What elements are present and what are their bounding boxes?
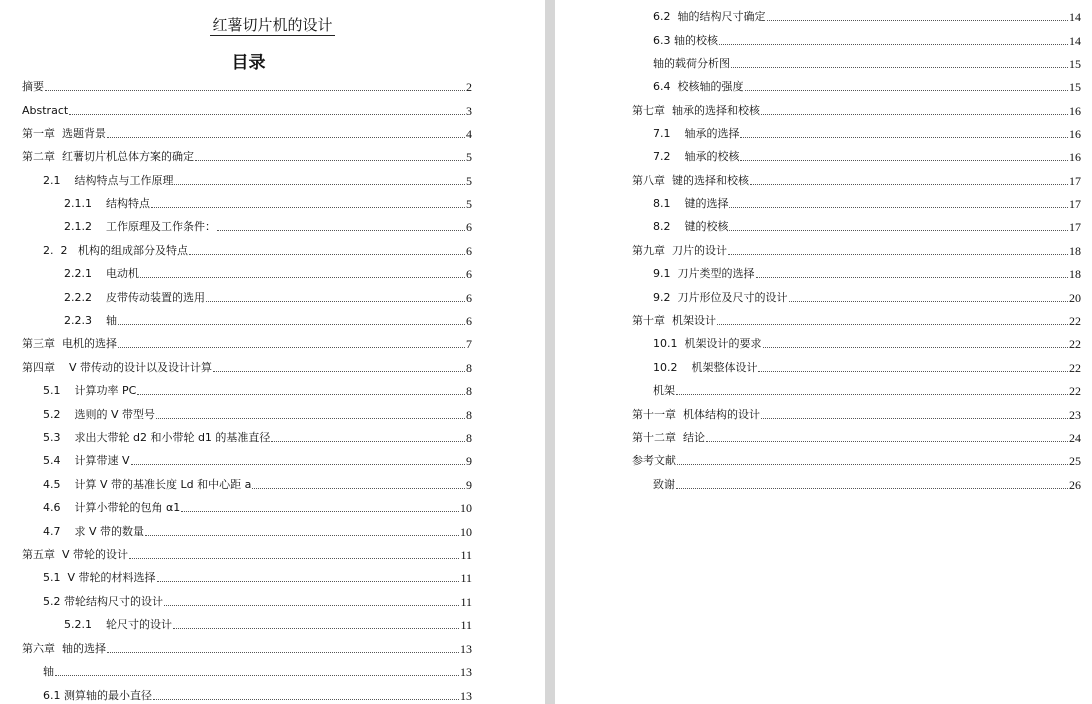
toc-entry-page-number: 2 <box>466 80 472 94</box>
toc-entry-page-number: 6 <box>466 267 472 281</box>
toc-entry[interactable] <box>653 474 1081 492</box>
toc-leader-dots <box>213 371 465 372</box>
toc-leader-dots <box>719 44 1068 45</box>
toc-entry[interactable] <box>64 216 472 234</box>
toc-leader-dots <box>69 114 465 115</box>
toc-entry-page-number: 8 <box>466 408 472 422</box>
toc-leader-dots <box>164 605 459 606</box>
toc-entry-page-number: 8 <box>466 361 472 375</box>
toc-entry-text: 5.1 V 带轮的材料选择 <box>43 571 156 584</box>
toc-entry-text: 5.1 计算功率 PC <box>43 384 137 397</box>
toc-entry-page-number: 4 <box>466 127 472 141</box>
toc-entry[interactable] <box>64 310 472 328</box>
toc-entry[interactable] <box>43 474 472 492</box>
toc-entry-page-number: 11 <box>460 618 472 632</box>
toc-leader-dots <box>151 207 465 208</box>
toc-entry-page-number: 6 <box>466 244 472 258</box>
toc-leader-dots <box>758 371 1068 372</box>
toc-entry[interactable] <box>43 567 472 585</box>
toc-leader-dots <box>107 652 459 653</box>
toc-entry[interactable] <box>43 380 472 398</box>
toc-entry-text: 5.2 带轮结构尺寸的设计 <box>43 595 163 608</box>
toc-leader-dots <box>677 464 1068 465</box>
toc-leader-dots <box>131 464 465 465</box>
toc-entry[interactable] <box>653 30 1081 48</box>
toc-entry-text: 参考文献 <box>632 454 676 467</box>
toc-leader-dots <box>195 160 465 161</box>
toc-entry-text: 第四章 V 带传动的设计以及设计计算 <box>22 361 213 374</box>
toc-leader-dots <box>676 488 1068 489</box>
toc-entry-text: 8.2 键的校核 <box>653 220 729 233</box>
toc-leader-dots <box>145 535 459 536</box>
toc-entry-page-number: 13 <box>460 689 472 703</box>
toc-entry-text: 6.3 轴的校核 <box>653 34 718 47</box>
toc-entry[interactable] <box>653 6 1081 24</box>
toc-leader-dots <box>118 324 465 325</box>
toc-entry[interactable] <box>632 170 1081 188</box>
toc-entry-text: 第九章 刀片的设计 <box>632 244 727 257</box>
toc-entry[interactable] <box>43 497 472 515</box>
toc-entry[interactable] <box>22 333 472 351</box>
toc-entry-text: 9.2 刀片形位及尺寸的设计 <box>653 291 788 304</box>
toc-leader-dots <box>728 254 1068 255</box>
toc-heading: 目录 <box>231 53 266 73</box>
document-title-line <box>0 14 545 35</box>
toc-leader-dots <box>676 394 1068 395</box>
toc-entry-text: 致谢 <box>653 478 675 491</box>
toc-entry[interactable] <box>64 193 472 211</box>
toc-leader-dots <box>140 277 465 278</box>
toc-leader-dots <box>767 20 1069 21</box>
toc-entry-page-number: 18 <box>1069 267 1081 281</box>
toc-entry[interactable] <box>22 123 472 141</box>
toc-entry-page-number: 14 <box>1069 34 1081 48</box>
toc-entry-page-number: 16 <box>1069 150 1081 164</box>
toc-entry[interactable] <box>632 240 1081 258</box>
toc-entry[interactable] <box>653 357 1081 375</box>
toc-entry-page-number: 24 <box>1069 431 1081 445</box>
toc-entry[interactable] <box>43 685 472 703</box>
toc-leader-dots <box>107 137 465 138</box>
toc-entry-page-number: 17 <box>1069 174 1081 188</box>
toc-entry-text: 7.2 轴承的校核 <box>653 150 740 163</box>
toc-entry-page-number: 17 <box>1069 197 1081 211</box>
toc-leader-dots <box>118 347 465 348</box>
toc-entry-text: 2.1.2 工作原理及工作条件： <box>64 220 216 233</box>
toc-entry-text: 2.2.2 皮带传动装置的选用 <box>64 291 205 304</box>
toc-entry[interactable] <box>653 287 1081 305</box>
toc-entry-page-number: 14 <box>1069 10 1081 24</box>
toc-entry-text: 8.1 键的选择 <box>653 197 729 210</box>
toc-entry-text: 第十一章 机体结构的设计 <box>632 408 760 421</box>
toc-entry-text: 机架 <box>653 384 675 397</box>
toc-entry-text: 第五章 V 带轮的设计 <box>22 548 129 561</box>
document-title: 红薯切片机的设计 <box>212 16 333 34</box>
toc-leader-dots <box>129 558 459 559</box>
toc-entry[interactable] <box>653 146 1081 164</box>
toc-entry[interactable] <box>632 450 1081 468</box>
toc-entry-page-number: 26 <box>1069 478 1081 492</box>
toc-entry[interactable] <box>43 521 472 539</box>
toc-entry-text: 摘要 <box>22 80 44 93</box>
toc-entry-page-number: 6 <box>466 291 472 305</box>
toc-leader-dots <box>217 230 465 231</box>
toc-entry-page-number: 17 <box>1069 220 1081 234</box>
toc-entry-page-number: 6 <box>466 314 472 328</box>
toc-entry[interactable] <box>653 216 1081 234</box>
toc-entry-text: 第六章 轴的选择 <box>22 642 106 655</box>
toc-entry[interactable] <box>653 380 1081 398</box>
toc-entry[interactable] <box>43 427 472 445</box>
toc-entry-text: 第二章 红薯切片机总体方案的确定 <box>22 150 194 163</box>
toc-entry-page-number: 9 <box>466 454 472 468</box>
toc-leader-dots <box>717 324 1068 325</box>
toc-leader-dots <box>756 277 1069 278</box>
toc-leader-dots <box>181 511 459 512</box>
toc-entry-text: 第三章 电机的选择 <box>22 337 117 350</box>
toc-entry[interactable] <box>43 450 472 468</box>
toc-leader-dots <box>252 488 465 489</box>
toc-entry-page-number: 9 <box>466 478 472 492</box>
toc-entry-page-number: 25 <box>1069 454 1081 468</box>
toc-entry[interactable] <box>653 333 1081 351</box>
toc-entry[interactable] <box>22 76 472 94</box>
toc-entry[interactable] <box>653 123 1081 141</box>
toc-leader-dots <box>55 675 459 676</box>
toc-entry-page-number: 22 <box>1069 361 1081 375</box>
toc-entry-text: 6.1 测算轴的最小直径 <box>43 689 152 702</box>
toc-entry-page-number: 5 <box>466 197 472 211</box>
toc-entry[interactable] <box>632 427 1081 445</box>
document-page-right <box>555 0 1092 704</box>
toc-entry-text: 6.4 校核轴的强度 <box>653 80 744 93</box>
toc-entry-page-number: 8 <box>466 384 472 398</box>
toc-entry[interactable] <box>43 170 472 188</box>
toc-entry-text: 第八章 键的选择和校核 <box>632 174 749 187</box>
toc-entry-text: 10.1 机架设计的要求 <box>653 337 762 350</box>
toc-entry-page-number: 11 <box>460 595 472 609</box>
toc-entry-text: 5.3 求出大带轮 d2 和小带轮 d1 的基准直径 <box>43 431 271 444</box>
toc-leader-dots <box>173 628 459 629</box>
toc-leader-dots <box>763 347 1069 348</box>
toc-entry[interactable] <box>22 544 472 562</box>
toc-entry[interactable] <box>43 404 472 422</box>
toc-entry-text: 第一章 选题背景 <box>22 127 106 140</box>
toc-entry[interactable] <box>653 263 1081 281</box>
toc-entry-page-number: 11 <box>460 548 472 562</box>
toc-entry-page-number: 5 <box>466 174 472 188</box>
toc-entry-page-number: 20 <box>1069 291 1081 305</box>
toc-entry[interactable] <box>22 146 472 164</box>
toc-entry-page-number: 8 <box>466 431 472 445</box>
toc-entry-page-number: 22 <box>1069 337 1081 351</box>
toc-entry-text: 第十章 机架设计 <box>632 314 716 327</box>
toc-leader-dots <box>157 581 460 582</box>
toc-entry-page-number: 18 <box>1069 244 1081 258</box>
toc-leader-dots <box>789 301 1069 302</box>
toc-entry-text: 第七章 轴承的选择和校核 <box>632 104 760 117</box>
toc-entry-page-number: 11 <box>460 571 472 585</box>
toc-leader-dots <box>750 184 1068 185</box>
toc-entry-text: 2. 2 机构的组成部分及特点 <box>43 244 188 257</box>
toc-entry[interactable] <box>43 591 472 609</box>
toc-entry-page-number: 15 <box>1069 57 1081 71</box>
toc-entry-text: 5.2.1 轮尺寸的设计 <box>64 618 172 631</box>
toc-entry-text: 4.7 求 V 带的数量 <box>43 525 144 538</box>
toc-leader-dots <box>761 114 1068 115</box>
toc-leader-dots <box>729 230 1068 231</box>
toc-entry-text: 9.1 刀片类型的选择 <box>653 267 755 280</box>
toc-leader-dots <box>45 90 465 91</box>
toc-leader-dots <box>153 699 459 700</box>
toc-entry-page-number: 16 <box>1069 127 1081 141</box>
toc-leader-dots <box>761 418 1068 419</box>
toc-leader-dots <box>174 184 465 185</box>
toc-entry-page-number: 15 <box>1069 80 1081 94</box>
toc-leader-dots <box>271 441 465 442</box>
toc-entry-page-number: 23 <box>1069 408 1081 422</box>
toc-leader-dots <box>729 207 1068 208</box>
toc-entry[interactable] <box>43 240 472 258</box>
toc-entry-text: 4.5 计算 V 带的基准长度 Ld 和中心距 a <box>43 478 252 491</box>
toc-leader-dots <box>206 301 465 302</box>
toc-entry-text: Abstract <box>22 104 69 117</box>
toc-entry-text: 轴的载荷分析图 <box>653 57 730 70</box>
document-page-left <box>0 0 545 704</box>
toc-entry-page-number: 13 <box>460 642 472 656</box>
toc-entry-text: 5.4 计算带速 V <box>43 454 130 467</box>
toc-entry[interactable] <box>653 53 1081 71</box>
toc-entry[interactable] <box>22 638 472 656</box>
toc-leader-dots <box>137 394 465 395</box>
toc-entry[interactable] <box>22 357 472 375</box>
toc-entry-page-number: 16 <box>1069 104 1081 118</box>
toc-entry[interactable] <box>43 661 472 679</box>
toc-entry-page-number: 6 <box>466 220 472 234</box>
toc-entry[interactable] <box>632 310 1081 328</box>
toc-entry-text: 4.6 计算小带轮的包角 α1 <box>43 501 181 514</box>
toc-entry[interactable] <box>653 76 1081 94</box>
toc-entry-text: 2.2.3 轴 <box>64 314 117 327</box>
toc-leader-dots <box>156 418 465 419</box>
toc-entry[interactable] <box>64 287 472 305</box>
toc-entry[interactable] <box>64 614 472 632</box>
toc-entry-page-number: 10 <box>460 501 472 515</box>
toc-entry-page-number: 13 <box>460 665 472 679</box>
toc-leader-dots <box>189 254 465 255</box>
toc-entry-text: 5.2 选则的 V 带型号 <box>43 408 155 421</box>
toc-entry-text: 第十二章 结论 <box>632 431 705 444</box>
toc-entry-page-number: 7 <box>466 337 472 351</box>
toc-entry-page-number: 5 <box>466 150 472 164</box>
toc-entry-text: 2.2.1 电动机 <box>64 267 139 280</box>
toc-entry-text: 2.1 结构特点与工作原理 <box>43 174 174 187</box>
toc-entry-page-number: 3 <box>466 104 472 118</box>
toc-entry[interactable] <box>632 404 1081 422</box>
toc-leader-dots <box>731 67 1068 68</box>
toc-entry[interactable] <box>64 263 472 281</box>
toc-entry-text: 7.1 轴承的选择 <box>653 127 740 140</box>
toc-leader-dots <box>740 137 1068 138</box>
toc-entry-text: 轴 <box>43 665 54 678</box>
toc-entry[interactable] <box>632 100 1081 118</box>
toc-entry-page-number: 10 <box>460 525 472 539</box>
toc-entry-text: 6.2 轴的结构尺寸确定 <box>653 10 766 23</box>
toc-leader-dots <box>745 90 1069 91</box>
toc-leader-dots <box>706 441 1068 442</box>
toc-entry[interactable] <box>653 193 1081 211</box>
toc-entry[interactable] <box>22 100 472 118</box>
toc-leader-dots <box>740 160 1068 161</box>
toc-entry-page-number: 22 <box>1069 314 1081 328</box>
toc-entry-text: 2.1.1 结构特点 <box>64 197 150 210</box>
toc-entry-page-number: 22 <box>1069 384 1081 398</box>
toc-entry-text: 10.2 机架整体设计 <box>653 361 758 374</box>
